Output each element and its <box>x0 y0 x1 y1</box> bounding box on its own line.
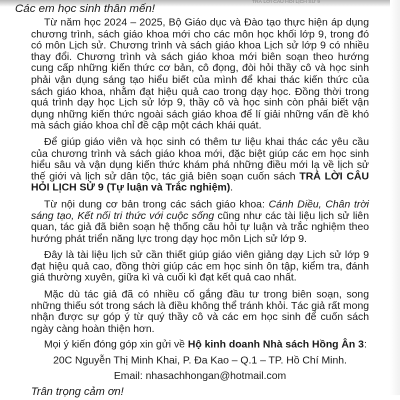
paragraph-feedback-text: Mặc dù tác giả đã có nhiều cố gắng đầu tư trong biên soạn, song những thiếu sót trong sách là điều không thể tránh khỏi. Tác giả rất mong nhận được sự góp ý từ quý thầy cô và các em học sinh để cuốn sách ngày càng hoàn thiện hơn. <box>31 289 369 335</box>
paragraph-purpose-end: . <box>230 183 234 194</box>
paragraph-purpose-text: Để giúp giáo viên và học sinh có thêm tư liệu khai thác các yêu cầu của chương trình và sách giáo khoa mới, đặc biệt giúp các em học sinh hiểu sâu và vận dụng kiến thức khám phá những điều mới lạ về lịch sử thế giới và lịch sử dân tộc, tác giả biên soạn cuốn sách <box>31 137 369 183</box>
paragraph-sources-text: Từ nội dung cơ bản trong các sách giáo khoa: <box>44 199 269 211</box>
contact-colon: : <box>363 339 367 351</box>
paragraph-purpose <box>31 137 369 194</box>
contact-text: Mọi ý kiến đóng góp xin gửi về <box>44 339 188 351</box>
paragraph-usefulness-text: Đây là tài liệu lịch sử cần thiết giúp giáo viên giảng dạy Lịch sử lớp 9 đạt hiệu quả cao, đồng thời giúp các em học sinh ôn tập, kiểm tra, đánh giá thường xuyên, giữa kì và cuối kì đạt kết quả cao nhất. <box>31 249 369 284</box>
paragraph-usefulness <box>31 250 369 284</box>
contact-line <box>31 340 369 351</box>
publisher-address: 20C Nguyễn Thị Minh Khai, P. Đa Kao – Q.1 – TP. Hồ Chí Minh. <box>53 355 347 367</box>
closing-line: Trân trọng cảm ơn! <box>31 386 124 399</box>
paragraph-feedback <box>31 289 369 335</box>
paragraph-intro-text: Từ năm học 2024 – 2025, Bộ Giáo dục và Đào tạo thực hiện áp dụng chương trình, sách giáo khoa mới cho các môn học khối lớp 9, trong đó có môn Lịch sử. Chương trình và sách giáo khoa Lịch sử lớp 9 có nhiều thay đổi. Chương trình và sách giáo khoa mới biên soạn theo hướng cung cấp những kiến thức cơ bản, cô đọng, đòi hỏi thầy cô và học sinh phải vận dụng sáng tạo hiểu biết của mình để khai thác kiến thức của sách giáo khoa, nhằm đạt hiệu quả cao trong dạy học. Đồng thời trong quá trình dạy học Lịch sử lớp 9, thầy cô và học sinh còn phải biết vận dụng những kiến thức ngoài sách giáo khoa để lí giải những vấn đề khó mà sách giáo khoa chỉ đề cập một cách khái quát. <box>31 17 369 132</box>
previous-page-fragment: TRẢ LỜI CÂU HỎI LỊCH SỬ 9 <box>252 0 321 5</box>
textbook-series: Cánh Diều, Chân trời sáng tạo, Kết nối tri thức với cuộc sống <box>31 199 369 222</box>
greeting: Các em học sinh thân mến! <box>15 2 155 15</box>
publisher-name: Hộ kinh doanh Nhà sách Hồng Ân 3 <box>187 339 364 351</box>
book-title: TRẢ LỜI CÂU HỎI LỊCH SỬ 9 (Tự luận và Trắc nghiệm) <box>31 171 369 194</box>
publisher-email: Email: nhasachhongan@hotmail.com <box>113 371 287 383</box>
paragraph-sources <box>31 199 369 245</box>
page-edge-shadow <box>390 0 400 395</box>
paragraph-intro <box>31 18 369 132</box>
paragraph-sources-rest: cũng như các tài liệu lịch sử liên quan, tác giả đã biên soạn hệ thống câu hỏi tự luận và trắc nghiệm theo hướng phát triển năng lực trong dạy học môn Lịch sử lớp 9. <box>31 210 369 245</box>
